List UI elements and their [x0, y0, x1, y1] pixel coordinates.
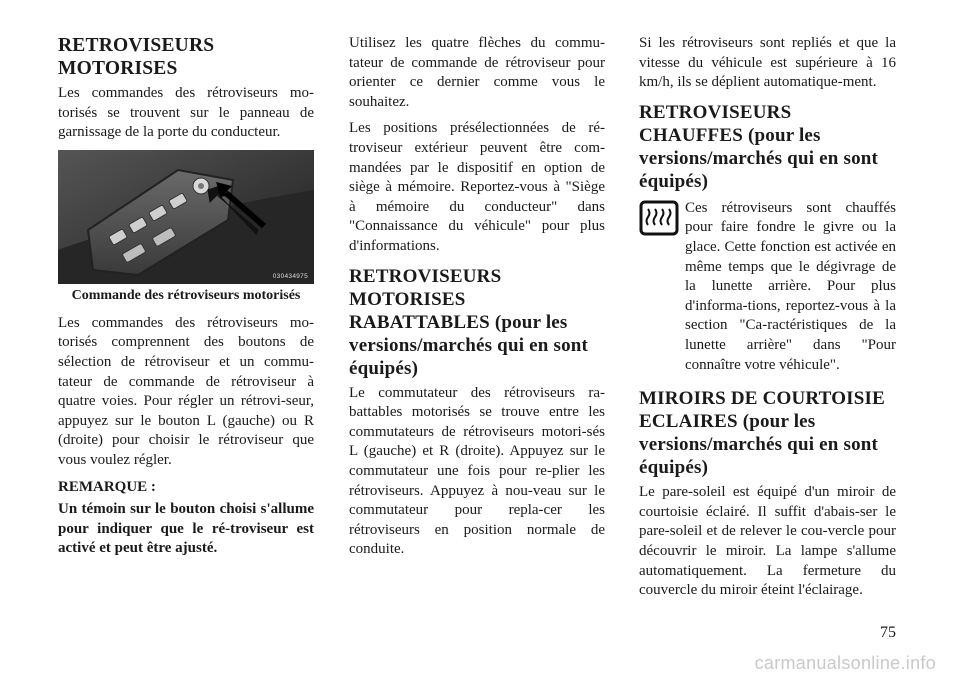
paragraph-mirror-controls-description: Les commandes des rétroviseurs mo-torisés comprennent des boutons de sélection de rétroviseur et un commu-tateur de commande de rétroviseur à quatre voies. Pour régler un rétrovi-seur, appuyez sur le bouton L (gauche) ou R (droite) pour choisir le rétroviseur que vous voulez régler. — [58, 314, 314, 468]
door-panel-illustration — [58, 150, 314, 284]
paragraph-memory-seat: Les positions présélectionnées de ré-troviseur extérieur peuvent être com-mandées par le dispositif en option de siège à mémoire. Reportez-vous à "Siège à mémoire du conducteur" dans "Connaissance du véhicule" pour plus d'informations. — [349, 120, 605, 254]
mirror-control-photo — [58, 150, 314, 284]
heading-power-mirrors: RETROVISEURS MOTORISES — [58, 35, 215, 79]
note-label: REMARQUE : — [58, 478, 156, 495]
heated-mirror-row — [639, 199, 896, 375]
figure-code: 030434975 — [272, 272, 308, 280]
heading-power-folding-mirrors: RETROVISEURS MOTORISES RABATTABLES (pour les versions/marchés qui en sont équipés) — [349, 265, 589, 379]
note-text: Un témoin sur le bouton choisi s'allume pour indiquer que le ré-troviseur est activé et peut être ajusté. — [58, 501, 314, 557]
paragraph-vanity-mirrors: Le pare-soleil est équipé d'un miroir de courtoisie éclairé. Il suffit d'abais-ser le pare-soleil et de relever le cou-vercle pour découvrir le miroir. La lampe s'allume automatiquement. La fermeture du couvercle du miroir éteint l'éclairage. — [639, 484, 896, 599]
heading-heated-mirrors: RETROVISEURS CHAUFFES (pour les versions/marchés qui en sont équipés) — [639, 101, 879, 192]
paragraph-auto-unfold: Si les rétroviseurs sont repliés et que la vitesse du véhicule est supérieure à 16 km/h, ils se déplient automatique-ment. — [639, 35, 896, 91]
column-3 — [639, 34, 896, 608]
watermark: carmanualsonline.info — [754, 653, 936, 673]
column-1 — [58, 34, 314, 566]
page-number: 75 — [880, 624, 896, 641]
heated-mirror-icon — [639, 199, 679, 237]
column-2 — [349, 34, 605, 567]
paragraph-folding-switch: Le commutateur des rétroviseurs ra-battables motorisés se trouve entre les commutateurs de rétroviseurs motori-sés L (gauche) et R (droite). Appuyez sur le commutateur une fois pour re-plier les rétroviseurs. Appuyez à nou-veau sur le commutateur pour repla-cer les rétroviseurs en position normale de conduite. — [349, 384, 605, 558]
paragraph-mirror-controls-location: Les commandes des rétroviseurs mo-torisés se trouvent sur le panneau de garnissage de la porte du conducteur. — [58, 85, 314, 141]
figure-caption: Commande des rétroviseurs motorisés — [71, 287, 301, 303]
paragraph-heated-mirrors: Ces rétroviseurs sont chauffés pour faire fondre le givre ou la glace. Cette fonction est activée en même temps que le dégivrage de la lunette arrière. Pour plus d'informa-tions, reportez-vous à la section "Ca-ractéristiques de la lunette arrière" dans "Pour connaître votre véhicule". — [685, 199, 896, 373]
heading-vanity-mirrors: MIROIRS DE COURTOISIE ECLAIRES (pour les versions/marchés qui en sont équipés) — [639, 388, 886, 479]
paragraph-four-arrows: Utilisez les quatre flèches du commu-tateur de commande de rétroviseur pour orienter ce dernier comme vous le souhaitez. — [349, 35, 605, 110]
